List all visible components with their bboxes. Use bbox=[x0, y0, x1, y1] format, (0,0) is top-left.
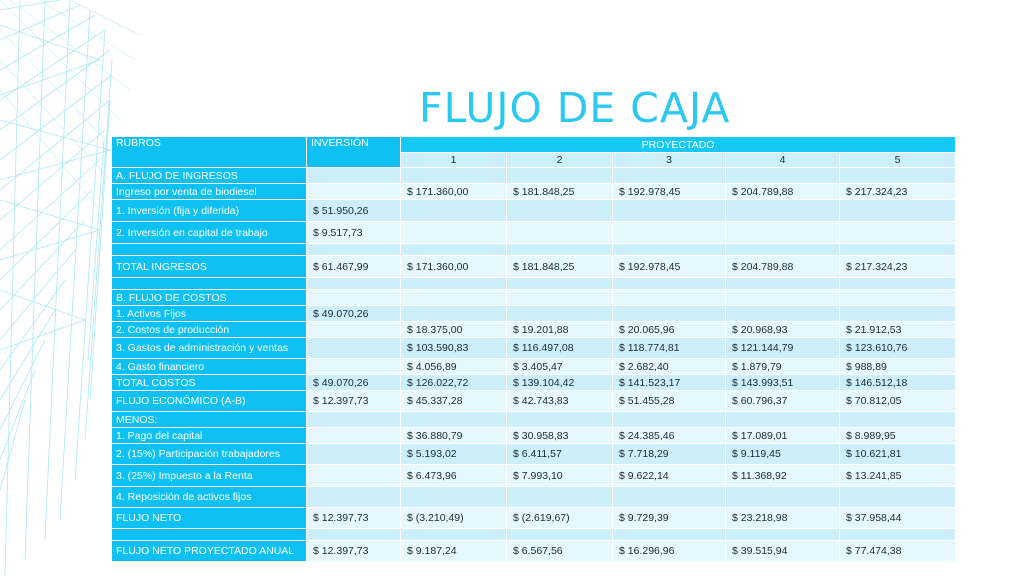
year-4-cell bbox=[726, 222, 840, 244]
year-2-cell: $ 7.993,10 bbox=[507, 465, 613, 487]
year-1-cell: $ 103.590,83 bbox=[401, 338, 507, 359]
year-5-cell bbox=[840, 200, 956, 222]
year-4-cell: $ 23.218,98 bbox=[726, 508, 840, 529]
year-4-cell: $ 20.968,93 bbox=[726, 322, 840, 338]
year-5-cell: $ 13.241,85 bbox=[840, 465, 956, 487]
year-5-cell bbox=[840, 529, 956, 541]
year-4-cell: $ 17.089,01 bbox=[726, 428, 840, 444]
year-1-cell bbox=[401, 487, 507, 508]
year-3-cell: $ 118.774,81 bbox=[613, 338, 726, 359]
year-3-cell: $ 2.682,40 bbox=[613, 359, 726, 375]
header-rubros: RUBROS bbox=[112, 137, 307, 168]
year-2-cell bbox=[507, 244, 613, 256]
year-5-cell: $ 988,89 bbox=[840, 359, 956, 375]
inversion-cell bbox=[307, 529, 401, 541]
year-1-cell: $ (3.210,49) bbox=[401, 508, 507, 529]
year-1-cell: $ 4.056,89 bbox=[401, 359, 507, 375]
year-1-cell: $ 18.375,00 bbox=[401, 322, 507, 338]
year-4-cell bbox=[726, 200, 840, 222]
year-4-cell: $ 9.119,45 bbox=[726, 444, 840, 465]
row-label: FLUJO NETO bbox=[112, 508, 307, 529]
year-5-cell bbox=[840, 168, 956, 184]
inversion-cell bbox=[307, 278, 401, 290]
table-row bbox=[112, 256, 956, 278]
year-3-cell bbox=[613, 168, 726, 184]
table-row bbox=[112, 200, 956, 222]
year-2-cell: $ 19.201,88 bbox=[507, 322, 613, 338]
row-label bbox=[112, 244, 307, 256]
table-row bbox=[112, 391, 956, 412]
year-5-cell: $ 217.324,23 bbox=[840, 256, 956, 278]
table-row bbox=[112, 428, 956, 444]
cash-flow-table bbox=[111, 136, 956, 562]
year-5-cell bbox=[840, 278, 956, 290]
year-1-cell: $ 6.473,96 bbox=[401, 465, 507, 487]
row-label: 1. Activos Fijos bbox=[112, 306, 307, 322]
table-row bbox=[112, 487, 956, 508]
row-label: 2. (15%) Participación trabajadores bbox=[112, 444, 307, 465]
year-4-cell: $ 204.789,88 bbox=[726, 256, 840, 278]
table-row bbox=[112, 444, 956, 465]
row-label: TOTAL COSTOS bbox=[112, 375, 307, 391]
inversion-cell bbox=[307, 359, 401, 375]
year-3-cell: $ 9.729,39 bbox=[613, 508, 726, 529]
year-5-cell: $ 217.324,23 bbox=[840, 184, 956, 200]
year-5-cell: $ 70.812,05 bbox=[840, 391, 956, 412]
row-label bbox=[112, 529, 307, 541]
year-1-cell bbox=[401, 529, 507, 541]
year-1-cell: $ 5.193,02 bbox=[401, 444, 507, 465]
year-2-cell: $ 116.497,08 bbox=[507, 338, 613, 359]
table-row bbox=[112, 541, 956, 562]
table-row bbox=[112, 465, 956, 487]
year-3-cell bbox=[613, 244, 726, 256]
year-2-cell: $ 30.958,83 bbox=[507, 428, 613, 444]
year-5-cell bbox=[840, 290, 956, 306]
year-1-cell bbox=[401, 290, 507, 306]
year-2-cell: $ 6.567,56 bbox=[507, 541, 613, 562]
inversion-cell: $ 61.467,99 bbox=[307, 256, 401, 278]
year-4-cell: $ 204.789,88 bbox=[726, 184, 840, 200]
year-2-cell bbox=[507, 412, 613, 428]
table-row bbox=[112, 322, 956, 338]
row-label: MENOS: bbox=[112, 412, 307, 428]
year-2-cell bbox=[507, 487, 613, 508]
year-2-cell: $ (2.619,67) bbox=[507, 508, 613, 529]
year-header: 5 bbox=[840, 153, 956, 168]
row-label bbox=[112, 278, 307, 290]
table-row bbox=[112, 290, 956, 306]
table-row bbox=[112, 375, 956, 391]
inversion-cell bbox=[307, 428, 401, 444]
year-2-cell bbox=[507, 290, 613, 306]
year-2-cell: $ 181.848,25 bbox=[507, 256, 613, 278]
year-1-cell: $ 171.360,00 bbox=[401, 184, 507, 200]
inversion-cell: $ 49.070,26 bbox=[307, 375, 401, 391]
year-2-cell: $ 42.743,83 bbox=[507, 391, 613, 412]
year-header: 4 bbox=[726, 153, 840, 168]
year-1-cell bbox=[401, 200, 507, 222]
year-5-cell: $ 37.958,44 bbox=[840, 508, 956, 529]
row-label: 2. Costos de producción bbox=[112, 322, 307, 338]
row-label: 4. Reposición de activos fijos bbox=[112, 487, 307, 508]
table-row bbox=[112, 168, 956, 184]
table-row bbox=[112, 412, 956, 428]
year-3-cell bbox=[613, 487, 726, 508]
table-row bbox=[112, 338, 956, 359]
year-5-cell bbox=[840, 244, 956, 256]
year-2-cell bbox=[507, 529, 613, 541]
row-label: FLUJO ECONÓMICO (A-B) bbox=[112, 391, 307, 412]
year-4-cell bbox=[726, 290, 840, 306]
year-3-cell: $ 24.385,46 bbox=[613, 428, 726, 444]
year-4-cell bbox=[726, 487, 840, 508]
year-1-cell bbox=[401, 306, 507, 322]
row-label: 1. Inversión (fija y diferida) bbox=[112, 200, 307, 222]
year-1-cell: $ 126.022,72 bbox=[401, 375, 507, 391]
table-row bbox=[112, 306, 956, 322]
inversion-cell bbox=[307, 338, 401, 359]
table-row bbox=[112, 508, 956, 529]
year-4-cell: $ 11.368,92 bbox=[726, 465, 840, 487]
inversion-cell: $ 9.517,73 bbox=[307, 222, 401, 244]
year-5-cell bbox=[840, 487, 956, 508]
year-3-cell: $ 16.296,96 bbox=[613, 541, 726, 562]
year-4-cell: $ 121.144,79 bbox=[726, 338, 840, 359]
year-2-cell: $ 3.405,47 bbox=[507, 359, 613, 375]
year-1-cell: $ 45.337,28 bbox=[401, 391, 507, 412]
year-4-cell: $ 143.993,51 bbox=[726, 375, 840, 391]
inversion-cell bbox=[307, 290, 401, 306]
row-label: 4. Gasto financiero bbox=[112, 359, 307, 375]
year-5-cell bbox=[840, 306, 956, 322]
header-proyectado: PROYECTADO bbox=[401, 137, 956, 153]
row-label: A. FLUJO DE INGRESOS bbox=[112, 168, 307, 184]
year-1-cell: $ 36.880,79 bbox=[401, 428, 507, 444]
header-row bbox=[112, 137, 956, 153]
table-row bbox=[112, 278, 956, 290]
inversion-cell: $ 51.950,26 bbox=[307, 200, 401, 222]
year-2-cell bbox=[507, 278, 613, 290]
inversion-cell: $ 12.397,73 bbox=[307, 508, 401, 529]
row-label: 2. Inversión en capital de trabajo bbox=[112, 222, 307, 244]
row-label: FLUJO NETO PROYECTADO ANUAL bbox=[112, 541, 307, 562]
inversion-cell bbox=[307, 184, 401, 200]
inversion-cell: $ 49.070,26 bbox=[307, 306, 401, 322]
table-row bbox=[112, 359, 956, 375]
row-label: TOTAL INGRESOS bbox=[112, 256, 307, 278]
year-4-cell: $ 60.796,37 bbox=[726, 391, 840, 412]
inversion-cell bbox=[307, 487, 401, 508]
year-2-cell bbox=[507, 200, 613, 222]
inversion-cell bbox=[307, 444, 401, 465]
year-4-cell: $ 1.879,79 bbox=[726, 359, 840, 375]
year-4-cell bbox=[726, 529, 840, 541]
year-1-cell: $ 9.187,24 bbox=[401, 541, 507, 562]
inversion-cell bbox=[307, 168, 401, 184]
year-1-cell bbox=[401, 412, 507, 428]
year-4-cell bbox=[726, 412, 840, 428]
year-5-cell bbox=[840, 412, 956, 428]
row-label: 3. Gastos de administración y ventas bbox=[112, 338, 307, 359]
row-label: 3. (25%) Impuesto a la Renta bbox=[112, 465, 307, 487]
year-4-cell bbox=[726, 278, 840, 290]
inversion-cell bbox=[307, 244, 401, 256]
year-1-cell bbox=[401, 244, 507, 256]
year-3-cell bbox=[613, 222, 726, 244]
year-1-cell bbox=[401, 168, 507, 184]
year-2-cell: $ 181.848,25 bbox=[507, 184, 613, 200]
year-5-cell: $ 123.610,76 bbox=[840, 338, 956, 359]
year-4-cell bbox=[726, 168, 840, 184]
year-3-cell bbox=[613, 412, 726, 428]
year-3-cell: $ 192.978,45 bbox=[613, 184, 726, 200]
year-3-cell bbox=[613, 529, 726, 541]
row-label: Ingreso por venta de biodiesel bbox=[112, 184, 307, 200]
year-3-cell: $ 51.455,28 bbox=[613, 391, 726, 412]
table-row bbox=[112, 184, 956, 200]
year-3-cell: $ 7.718,29 bbox=[613, 444, 726, 465]
year-2-cell bbox=[507, 168, 613, 184]
year-2-cell bbox=[507, 306, 613, 322]
inversion-cell bbox=[307, 412, 401, 428]
table-row bbox=[112, 529, 956, 541]
inversion-cell: $ 12.397,73 bbox=[307, 541, 401, 562]
inversion-cell bbox=[307, 322, 401, 338]
year-3-cell bbox=[613, 306, 726, 322]
year-3-cell: $ 141.523,17 bbox=[613, 375, 726, 391]
header-inversion: INVERSIÓN bbox=[307, 137, 401, 168]
year-3-cell bbox=[613, 200, 726, 222]
year-3-cell: $ 192.978,45 bbox=[613, 256, 726, 278]
year-5-cell: $ 8.989,95 bbox=[840, 428, 956, 444]
inversion-cell: $ 12.397,73 bbox=[307, 391, 401, 412]
row-label: B. FLUJO DE COSTOS bbox=[112, 290, 307, 306]
table-row bbox=[112, 222, 956, 244]
year-header: 1 bbox=[401, 153, 507, 168]
year-3-cell: $ 20.065,96 bbox=[613, 322, 726, 338]
table-row bbox=[112, 244, 956, 256]
year-4-cell: $ 39.515,94 bbox=[726, 541, 840, 562]
year-1-cell bbox=[401, 222, 507, 244]
year-1-cell bbox=[401, 278, 507, 290]
year-3-cell bbox=[613, 278, 726, 290]
year-5-cell: $ 21.912,53 bbox=[840, 322, 956, 338]
year-header: 3 bbox=[613, 153, 726, 168]
year-3-cell bbox=[613, 290, 726, 306]
year-5-cell: $ 77.474,38 bbox=[840, 541, 956, 562]
year-5-cell: $ 10.621,81 bbox=[840, 444, 956, 465]
page-title: FLUJO DE CAJA bbox=[419, 84, 731, 132]
year-2-cell: $ 6.411,57 bbox=[507, 444, 613, 465]
year-2-cell: $ 139.104,42 bbox=[507, 375, 613, 391]
year-header: 2 bbox=[507, 153, 613, 168]
year-2-cell bbox=[507, 222, 613, 244]
year-4-cell bbox=[726, 244, 840, 256]
year-4-cell bbox=[726, 306, 840, 322]
year-5-cell bbox=[840, 222, 956, 244]
year-3-cell: $ 9.622,14 bbox=[613, 465, 726, 487]
inversion-cell bbox=[307, 465, 401, 487]
row-label: 1. Pago del capital bbox=[112, 428, 307, 444]
year-5-cell: $ 146.512,18 bbox=[840, 375, 956, 391]
year-1-cell: $ 171.360,00 bbox=[401, 256, 507, 278]
